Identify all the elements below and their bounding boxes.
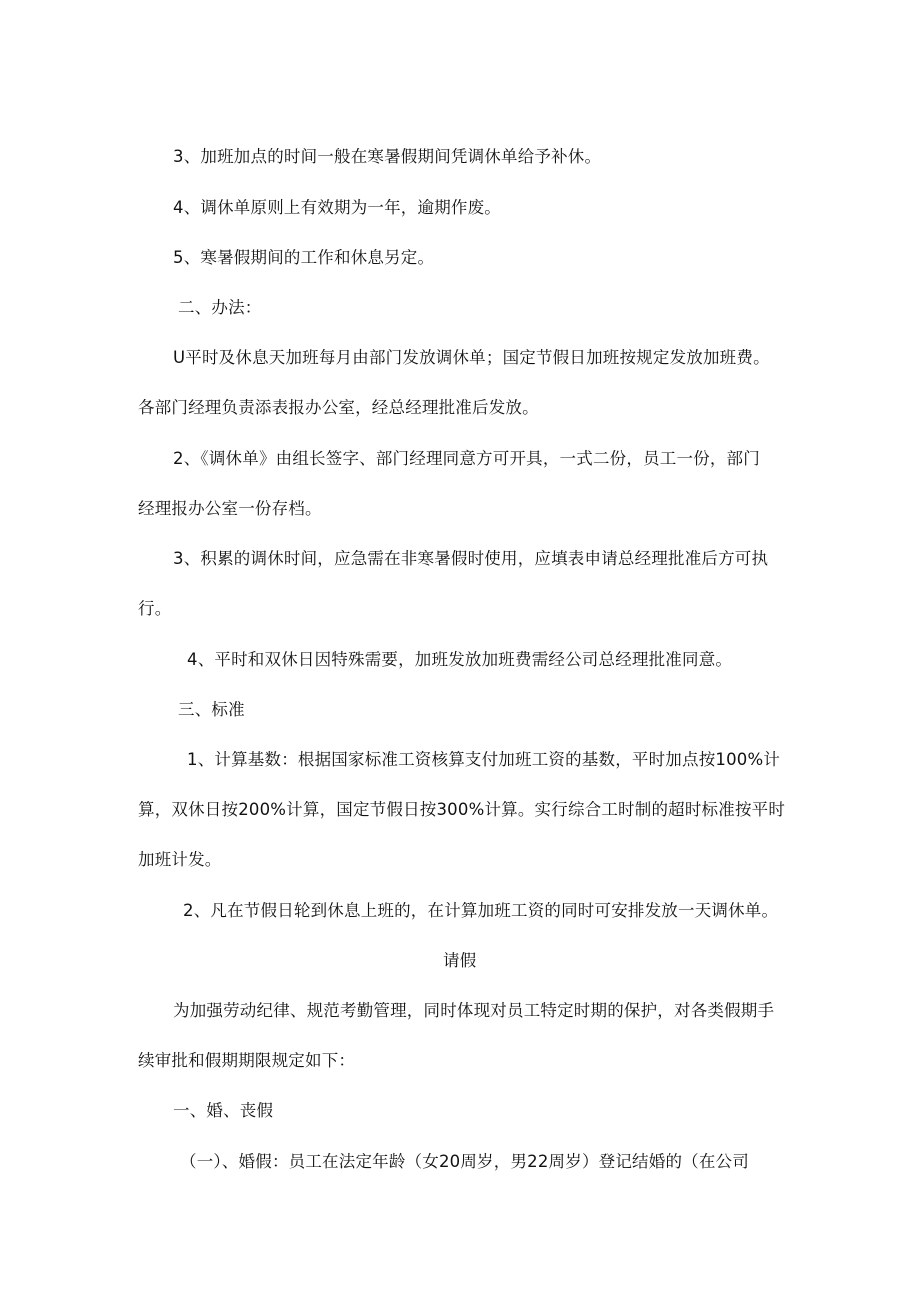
section-title-leave: 请假 — [443, 951, 477, 970]
section-heading-standard: 三、标准 — [178, 700, 245, 719]
paragraph-line-1: 3、加班加点的时间一般在寒暑假期间凭调休单给予补休。 — [173, 147, 602, 166]
paragraph-line-13: 1、计算基数：根据国家标准工资核算支付加班工资的基数，平时加点按100%计 — [187, 750, 781, 769]
paragraph-line-9: 3、积累的调休时间，应急需在非寒暑假时使用，应填表申请总经理批准后方可执 — [173, 549, 769, 568]
paragraph-line-5: U平时及休息天加班每月由部门发放调休单；国定节假日加班按规定发放加班费。 — [173, 348, 770, 367]
paragraph-line-14: 算，双休日按200%计算，国定节假日按300%计算。实行综合工时制的超时标准按平时 — [138, 800, 786, 819]
paragraph-line-21: （一）、婚假：员工在法定年龄（女20周岁，男22周岁）登记结婚的（在公司 — [180, 1152, 749, 1171]
section-heading-methods: 二、办法： — [178, 298, 262, 317]
paragraph-line-10: 行。 — [138, 599, 172, 618]
paragraph-line-6: 各部门经理负责添表报办公室，经总经理批准后发放。 — [138, 398, 539, 417]
paragraph-line-18: 为加强劳动纪律、规范考勤管理，同时体现对员工特定时期的保护，对各类假期手 — [173, 1001, 775, 1020]
paragraph-line-11: 4、平时和双休日因特殊需要，加班发放加班费需经公司总经理批准同意。 — [187, 650, 733, 669]
paragraph-line-15: 加班计发。 — [138, 850, 222, 869]
paragraph-line-19: 续审批和假期期限规定如下： — [138, 1051, 356, 1070]
paragraph-line-7: 2、《调休单》由组长签字、部门经理同意方可开具，一式二份，员工一份，部门 — [173, 449, 760, 468]
paragraph-line-2: 4、调休单原则上有效期为一年，逾期作废。 — [173, 198, 501, 217]
paragraph-line-3: 5、寒暑假期间的工作和休息另定。 — [173, 248, 435, 267]
paragraph-line-16: 2、凡在节假日轮到休息上班的，在计算加班工资的同时可安排发放一天调休单。 — [183, 901, 779, 920]
paragraph-line-8: 经理报办公室一份存档。 — [138, 499, 322, 518]
section-heading-marriage-funeral: 一、婚、丧假 — [173, 1101, 274, 1120]
